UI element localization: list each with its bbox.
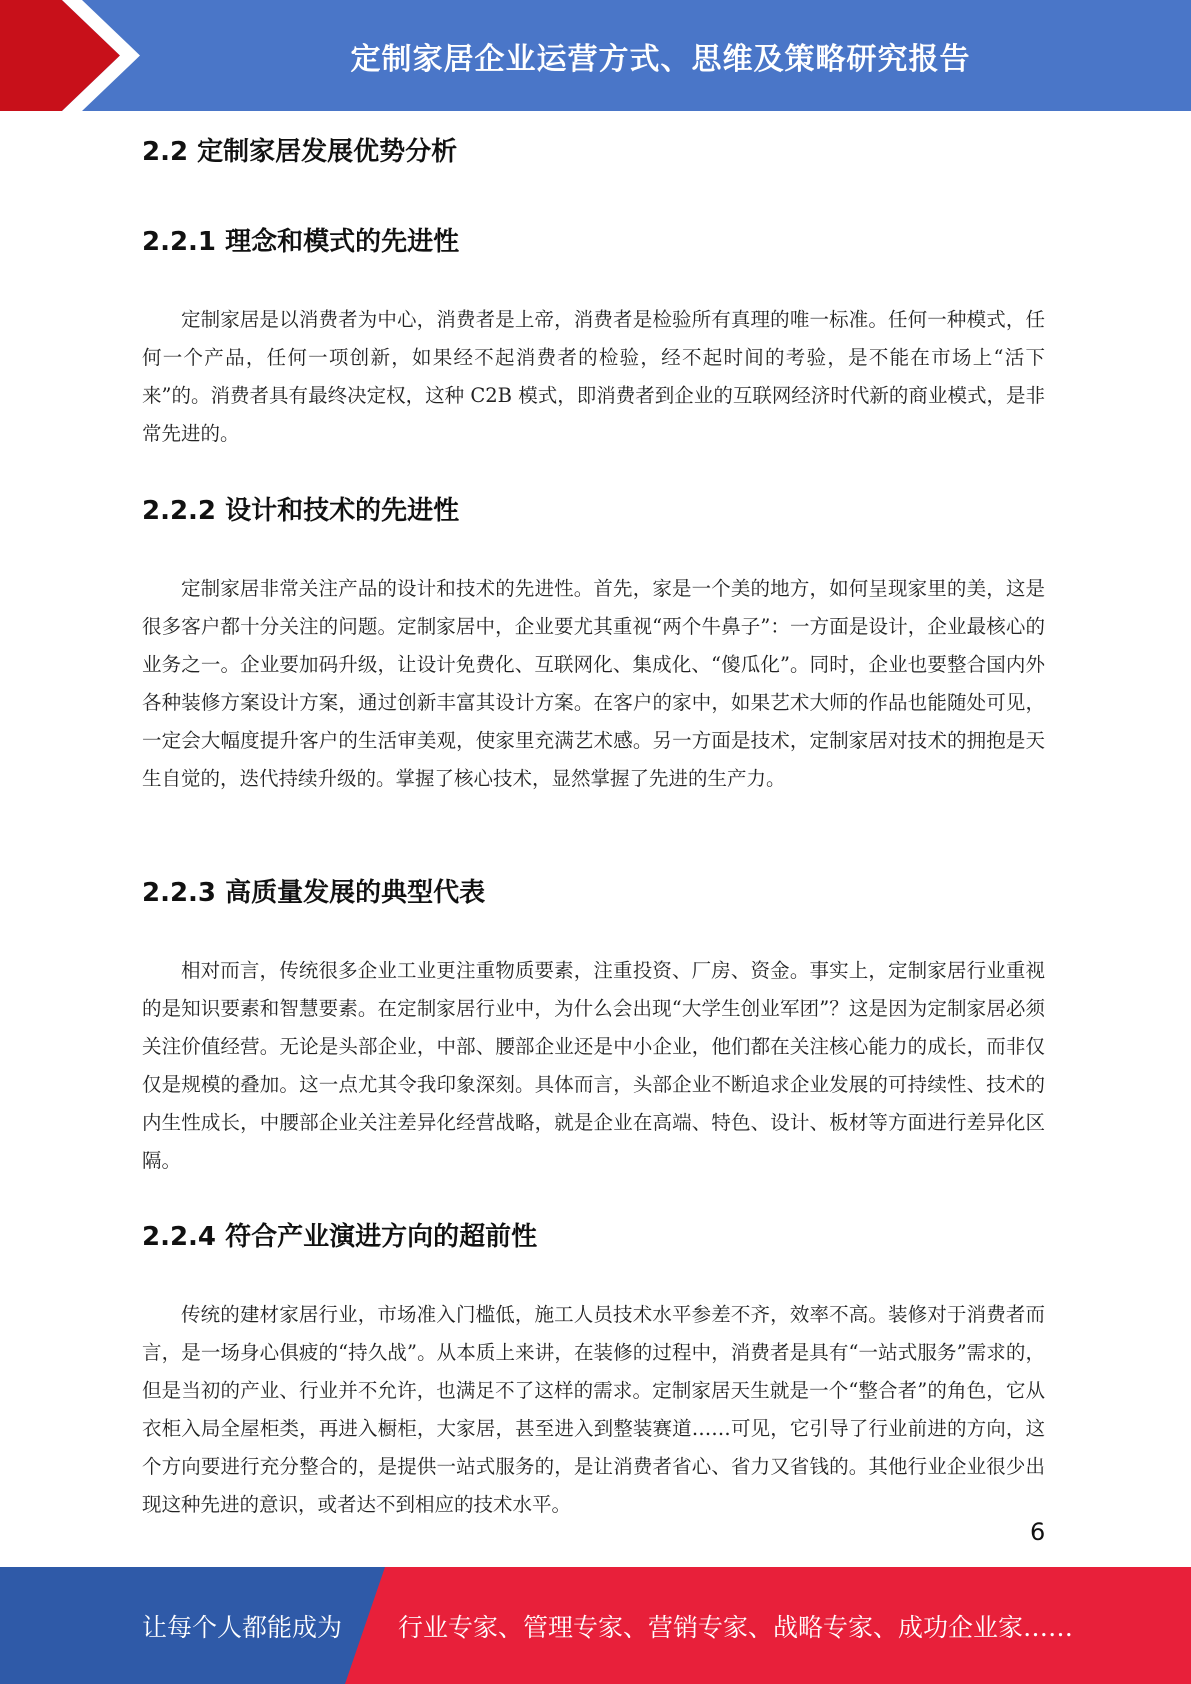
paragraph: 相对而言，传统很多企业工业更注重物质要素，注重投资、厂房、资金。事实上，定制家居行业重视的是知识要素和智慧要素。在定制家居行业中，为什么会出现“大学生创业军团”？这是因为定制家居必须关注价值经营。无论是头部企业，中部、腰部企业还是中小企业，他们都在关注核心能力的成长，而非仅仅是规模的叠加。这一点尤其令我印象深刻。具体而言，头部企业不断追求企业发展的可持续性、技术的内生性成长，中腰部企业关注差异化经营战略，就是企业在高端、特色、设计、板材等方面进行差异化区隔。 — [142, 959, 1045, 1172]
paragraph: 定制家居非常关注产品的设计和技术的先进性。首先，家是一个美的地方，如何呈现家里的美，这是很多客户都十分关注的问题。定制家居中，企业要尤其重视“两个牛鼻子”：一方面是设计，企业最核心的业务之一。企业要加码升级，让设计免费化、互联网化、集成化、“傻瓜化”。同时，企业也要整合国内外各种装修方案设计方案，通过创新丰富其设计方案。在客户的家中，如果艺术大师的作品也能随处可见，一定会大幅度提升客户的生活审美观，使家里充满艺术感。另一方面是技术，定制家居对技术的拥抱是天生自觉的，迭代持续升级的。掌握了核心技术，显然掌握了先进的生产力。 — [142, 577, 1045, 790]
section-heading: 2.2 定制家居发展优势分析 — [142, 137, 458, 167]
subsection-heading: 2.2.2 设计和技术的先进性 — [142, 496, 460, 526]
report-title: 定制家居企业运营方式、思维及策略研究报告 — [350, 41, 971, 77]
footer-slogan-left: 让每个人都能成为 — [142, 1612, 343, 1642]
arrow-chevron-decoration — [0, 0, 160, 111]
paragraph: 传统的建材家居行业，市场准入门槛低，施工人员技术水平参差不齐，效率不高。装修对于消费者而言，是一场身心俱疲的“持久战”。从本质上来讲，在装修的过程中，消费者是具有“一站式服务”需求的，但是当初的产业、行业并不允许，也满足不了这样的需求。定制家居天生就是一个“整合者”的角色，它从衣柜入局全屋柜类，再进入橱柜，大家居，甚至进入到整装赛道……可见，它引导了行业前进的方向，这个方向要进行充分整合的，是提供一站式服务的，是让消费者省心、省力又省钱的。其他行业企业很少出现这种先进的意识，或者达不到相应的技术水平。 — [142, 1303, 1045, 1516]
page-number: 6 — [1030, 1518, 1046, 1546]
page-footer — [0, 1567, 1191, 1684]
subsection-heading: 2.2.1 理念和模式的先进性 — [142, 227, 460, 257]
paragraph: 定制家居是以消费者为中心，消费者是上帝，消费者是检验所有真理的唯一标准。任何一种模式，任何一个产品，任何一项创新，如果经不起消费者的检验，经不起时间的考验，是不能在市场上“活下来”的。消费者具有最终决定权，这种 C2B 模式，即消费者到企业的互联网经济时代新的商业模式，是非常先进的。 — [142, 308, 1045, 445]
page-header — [0, 0, 1191, 111]
subsection-heading: 2.2.3 高质量发展的典型代表 — [142, 878, 486, 908]
subsection-heading: 2.2.4 符合产业演进方向的超前性 — [142, 1222, 538, 1252]
footer-slogan-right: 行业专家、管理专家、营销专家、战略专家、成功企业家…… — [398, 1612, 1074, 1642]
